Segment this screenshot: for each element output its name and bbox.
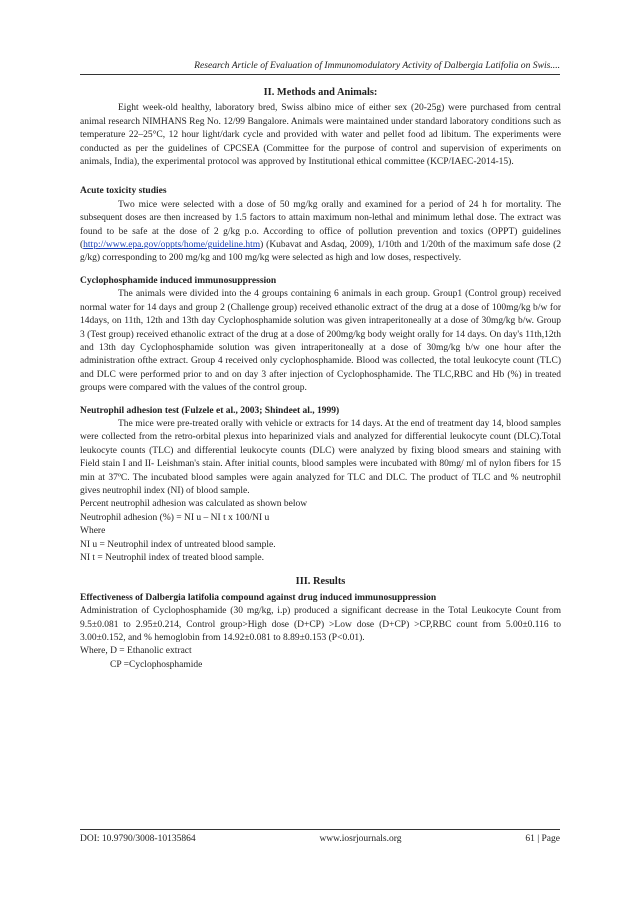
heading-acute-toxicity: Acute toxicity studies [80, 186, 167, 197]
neutrophil-line-percent: Percent neutrophil adhesion was calculated as shown below [80, 499, 308, 510]
footer-doi: DOI: 10.9790/3008-10135864 [80, 834, 196, 844]
methods-paragraph: Eight week-old healthy, laboratory bred, Swiss albino mice of either sex (20-25g) were purchased from central animal research NIMHANS Reg No. 12/99 Bangalore. Animals were maintained under standard laboratory conditions such as temperature 22–25°C, 12 hour light/dark cycle and provided with water and pellet food ad libitum. The experiments were conducted as per the guidelines of CPCSEA (Committee for the purpose of control and supervision of experiments on animals, India), the experimental protocol was approved by Institutional ethical committee (KCP/IAEC-2014-15). [80, 103, 561, 168]
heading-neutrophil-adhesion: Neutrophil adhesion test (Fulzele et al., 2003; Shindeet al., 1999) [80, 405, 340, 416]
results-where-d: Where, D = Ethanolic extract [80, 646, 192, 657]
results-where-cp: CP =Cyclophosphamide [110, 659, 203, 670]
oppt-guideline-link[interactable]: http://www.epa.gov/oppts/home/guideline.htm [83, 240, 261, 251]
toxicity-text-2: ) (Kubavat and Asdaq, 2009), 1/10th and 1/20th of the maximum safe dose (2 g/kg) corresponding to 200 mg/kg and 100 mg/kg were selected as high and low doses, respectively. [80, 240, 561, 264]
page-content [80, 86, 561, 672]
running-header: Research Article of Evaluation of Immunomodulatory Activity of Dalbergia Latifolia on Swis.... [80, 60, 560, 75]
heading-effectiveness: Effectiveness of Dalbergia latifolia compound against drug induced immunosuppression [80, 592, 437, 603]
results-paragraph: Administration of Cyclophosphamide (30 mg/kg, i.p) produced a significant decrease in the Total Leukocyte Count from 9.5±0.081 to 2.95±0.214, Control group>High dose (D+CP) >Low dose (D+CP) >CP,RBC count from 5.00±0.116 to 3.00±0.152, and % hemoglobin from 14.92±0.081 to 8.89±0.153 (P<0.01). [80, 606, 561, 644]
section-title-methods: II. Methods and Animals: [263, 87, 378, 98]
neutrophil-formula: Neutrophil adhesion (%) = NI u – NI t x 100/NI u [80, 512, 270, 523]
footer-page-number: 61 | Page [525, 834, 560, 844]
neutrophil-def-untreated: NI u = Neutrophil index of untreated blood sample. [80, 539, 276, 550]
neutrophil-paragraph: The mice were pre-treated orally with vehicle or extracts for 14 days. At the end of treatment day 14, blood samples were collected from the retro-orbital plexus into heparinized vials and analyzed for differential leukocyte count (DLC).Total leukocyte counts (TLC) and differential leukocyte counts (DLC) were analyzed by fixing blood smears and staining with Field stain I and II- Leishman's stain. After initial counts, blood samples were incubated with 80mg/ ml of nylon fibers for 15 min at 37ºC. The incubated blood samples were again analyzed for TLC and DLC. The product of TLC and % neutrophil gives neutrophil index (NI) of blood sample. [80, 418, 561, 496]
neutrophil-where: Where [80, 526, 106, 537]
cyclophosphamide-paragraph: The animals were divided into the 4 groups containing 6 animals in each group. Group1 (Control group) received normal water for 14 days and group 2 (Challenge group) received ethanolic extract of the drug at a dose of 100mg/kg b/w for 14days, on 11th, 12th and 13th day Cyclophosphamide solution was given intraperitoneally at a dose of 30mg/kg b/w. Group 3 (Test group) received ethanolic extract of the drug at a dose of 200mg/kg body weight orally for 14 days. On day's 11th,12th and 13th day Cyclophosphamide solution was given intraperitoneally at a dose of 30mg/kg b/w one hour after the administration ofthe extract. Group 4 received only cyclophosphamide. Blood was collected, the total leukocyte count (TLC) and DLC were performed prior to and on day 3 after injection of Cyclophosphamide. The TLC,RBC and Hb (%) in treated groups were compared with the values of the control group. [80, 289, 561, 394]
footer-site: www.iosrjournals.org [319, 834, 402, 844]
section-title-results: III. Results [295, 576, 346, 588]
toxicity-paragraph [80, 199, 561, 266]
heading-cyclophosphamide: Cyclophosphamide induced immunosuppression [80, 275, 277, 286]
page-footer [80, 829, 560, 844]
neutrophil-def-treated: NI t = Neutrophil index of treated blood sample. [80, 553, 264, 563]
toxicity-text-1: Two mice were selected with a dose of 50 mg/kg orally and examined for a period of 24 h for mortality. The subsequent doses are then increased by 1.5 factors to attain maximum non-lethal and minimum lethal dose. The extract was found to be safe at the dose of 2 g/kg p.o. According to office of pollution prevention and toxics (OPPT) guidelines ( [80, 199, 561, 251]
